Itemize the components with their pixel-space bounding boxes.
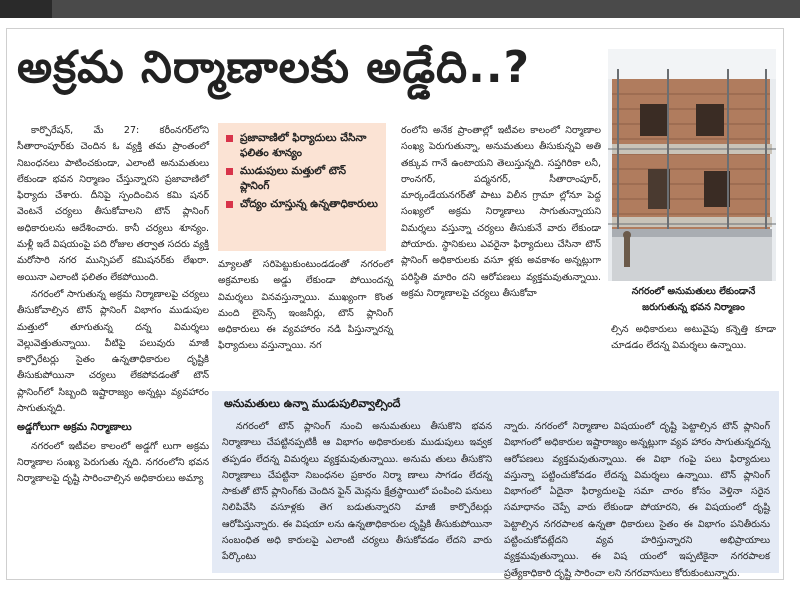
- headline: అక్రమ నిర్మాణాలకు అడ్డేది..?: [17, 42, 531, 93]
- sidebar-box: [212, 391, 779, 579]
- building-photo: [608, 49, 776, 281]
- box-column-2: [504, 419, 770, 579]
- square-bullet-icon: [226, 201, 233, 208]
- paragraph: నగరంలో ఇటీవల కాలంలో అడ్డగో లుగా అక్రమ నిర్మాణాల సంఖ్య పెరుగుతు న్నది. నగరంలోని భవన నిర్మాణాలపై దృష్టి సారించాల్సిన అధికారులు అమ్యా: [17, 440, 209, 485]
- highlight-item: ప్రజావాణిలో ఫిర్యాదులు చేసినా ఫలితం శూన్యం: [226, 131, 378, 161]
- top-bar: [0, 0, 800, 18]
- paragraph: నగరంలో సాగుతున్న అక్రమ నిర్మాణాలపై చర్యలు తీసుకోవాల్సిన టౌన్ ప్లానింగ్ విభాగం ముడుపుల మత్తులో తూగుతున్న దన్న విమర్శలు వెల్లువెత్తుతున్నాయి. వీటిపై పలువురు మాజీ కార్పొరేటర్లు సైతం ఉన్నతాధికారుల దృష్టికి తీసుకుపోయినా చర్యలు లేకపోవడంతో టౌన్ ప్లానింగ్‌లో సిబ్బంది ఇష్టారాజ్యం అన్నట్లు వ్యవహారం సాగుతున్నది.: [17, 288, 209, 415]
- article-column-2: [218, 257, 393, 387]
- article-column-3: [401, 123, 601, 387]
- paragraph: కార్పొరేషన్, మే 27: కరీంనగర్‌లోని సీతారాంపూర్‌కు చెందిన ఓ వ్యక్తి తమ ప్రాంతంలో నిబంధనలు పాటించకుండా, ఎలాంటి అనుమతులు లేకుండా భవన నిర్మాణం చేస్తున్నారని ప్రజావాణిలో ఫిర్యాదు చేశారు. దీనిపై స్పందించిన కమి షనర్ వెంటనే చర్యలు తీసుకోవాలని టౌన్ ప్లానింగ్ అధికారులను ఆదేశించారు. కానీ చర్యలు శూన్యం. మళ్లీ ఇదే విషయంపై పది రోజుల తర్వాత సదరు వ్యక్తి మరోసారి నగర మున్సిపల్ కమిషనర్‌కు లేఖరా. అయినా ఎలాంటి ఫలితం లేకపోయింది.: [17, 125, 209, 283]
- top-bar-tab: [0, 0, 52, 18]
- paragraph: నగరంలో టౌన్ ప్లానింగ్ నుంచి అనుమతులు తీసుకొని భవన నిర్మాణాలు చేపట్టినప్పటికీ ఆ విభాగం అధికారులకు ముడుపులు ఇవ్వక తప్పడం లేదన్న విమర్శలు వ్యక్తమవుతున్నాయి. అనుమ తులు తీసుకొని నిర్మాణాలు చేపట్టినా నిబంధనల ప్రకారం నిర్మా ణాలు సాగడం లేదన్న సాకుతో టౌన్ ప్లానింగ్‌కు చెందిన ఫైన్ మెన్లను క్షేత్రస్థాయిలో పంపించి పనులు నిలిపివేసి వసూళ్లకు తెగ బడుతున్నారని మాజీ కార్పొరేటర్లు ఆరోపిస్తున్నారు. ఈ విషయా లను ఉన్నతాధికారుల దృష్టికి తీసుకుపోయినా సంబంధిత అధి కారులపై ఎలాంటి చర్యలు తీసుకోవడం లేదని వారు పేర్కొంటు: [222, 421, 492, 563]
- square-bullet-icon: [226, 168, 233, 175]
- box-column-1: [222, 419, 492, 569]
- paragraph: రంలోని అనేక ప్రాంతాల్లో ఇటీవల కాలంలో నిర్మాణాల సంఖ్య పెరుగుతున్నా, అనుమతులు తీసుకున్నవి అతి తక్కువ గానే ఉంటాయని తెలుస్తున్నది. సప్తగిరికా లనీ, రాంనగర్, పద్మనగర్, సీతారాంపూర్, మార్కండేయనగర్‌తో పాటు విలీన గ్రామా ల్లోనూ పెద్ద సంఖ్యలో అక్రమ నిర్మాణాలు సాగుతున్నాయని విమర్శలు వస్తున్నా చర్యలు తీసుకునే వారు లేకుండా పోయారు. స్థానికులు ఎవరైనా ఫిర్యాదులు చేసినా టౌన్ ప్లానింగ్ అధికారులకు వసూ ళ్లకు అవకాశం అన్నట్లుగా పరిస్థితి మారిం దని ఆరోపణలు వ్యక్తమవుతున్నాయి. అక్రమ నిర్మాణాలపై చర్యలు తీసుకోవా: [401, 125, 601, 299]
- subheading: అడ్డగోలుగా అక్రమ నిర్మాణాలు: [17, 422, 132, 434]
- paragraph: న్నారు. నగరంలో నిర్మాణాల విషయంలో దృష్టి పెట్టాల్సిన టౌన్ ప్లానింగ్ విభాగంలో అధికారుల ఇష్టారాజ్యం అన్నట్లుగా వ్యవ హారం సాగుతున్నదన్న ఆరోపణలు వ్యక్తమవుతున్నాయి. ఈ విభా గంపై పలు ఫిర్యాదులు వస్తున్నా పట్టించుకోవడం లేదన్న విమర్శలు ఉన్నాయి. టౌన్ ప్లానింగ్ విభాగంలో ఏదైనా ఫిర్యాదులపై సమా చారం కోసం వెళ్తినా సరైన సమాధానం చెప్పే వారు లేకుండా పోయారని, ఈ విషయంలో దృష్టి పెట్టాల్సిన నగరపాలక ఉన్నతా ధికారులు సైతం ఈ విభాగం పనితీరును పట్టించుకోవట్లేదని వ్యవ హరిస్తున్నారని అభిప్రాయాలు వ్యక్తమవుతున్నాయి. ఈ విష యంలో ఇప్పటికైనా నగరపాలక ప్రత్యేకాధికారి దృష్టి సారించా లని నగరవాసులు కోరుకుంటున్నారు.: [504, 421, 770, 579]
- paragraph: ల్సిన అధికారులు అటువైపు కన్నెత్తి కూడా చూడడం లేదన్న విమర్శలు ఉన్నాయి.: [611, 324, 776, 352]
- highlight-item: చోద్యం చూస్తున్న ఉన్నతాధికారులు: [226, 197, 378, 212]
- news-clipping: [6, 28, 784, 580]
- paragraph: మ్యాలతో సరిపెట్టుకుంటుండడంతో నగరంలో అక్రమాలకు అడ్డు లేకుండా పోయిందన్న విమర్శలు వినవస్తున్నాయి. ముఖ్యంగా కొంత మంది లైసెన్స్ ఇంజనీర్లు, టౌన్ ప్లానింగ్ అధికారులు ఈ వ్యవహారం నడి పిస్తున్నారన్న ఫిర్యాదులు వస్తున్నాయి. నగ: [218, 259, 393, 352]
- photo-caption: నగరంలో అనుమతులు లేకుండానే జరుగుతున్న భవన నిర్మాణం: [631, 286, 756, 313]
- highlight-item: ముడుపులు మత్తులో టౌన్ ప్లానింగ్: [226, 164, 378, 194]
- article-column-4: [611, 322, 776, 382]
- construction-image: [608, 49, 776, 281]
- box-title: అనుమతులు ఉన్నా ముడుపులివ్వాల్సిందే: [224, 397, 401, 410]
- highlight-box: [218, 123, 386, 251]
- square-bullet-icon: [226, 135, 233, 142]
- article-column-1: [17, 123, 209, 575]
